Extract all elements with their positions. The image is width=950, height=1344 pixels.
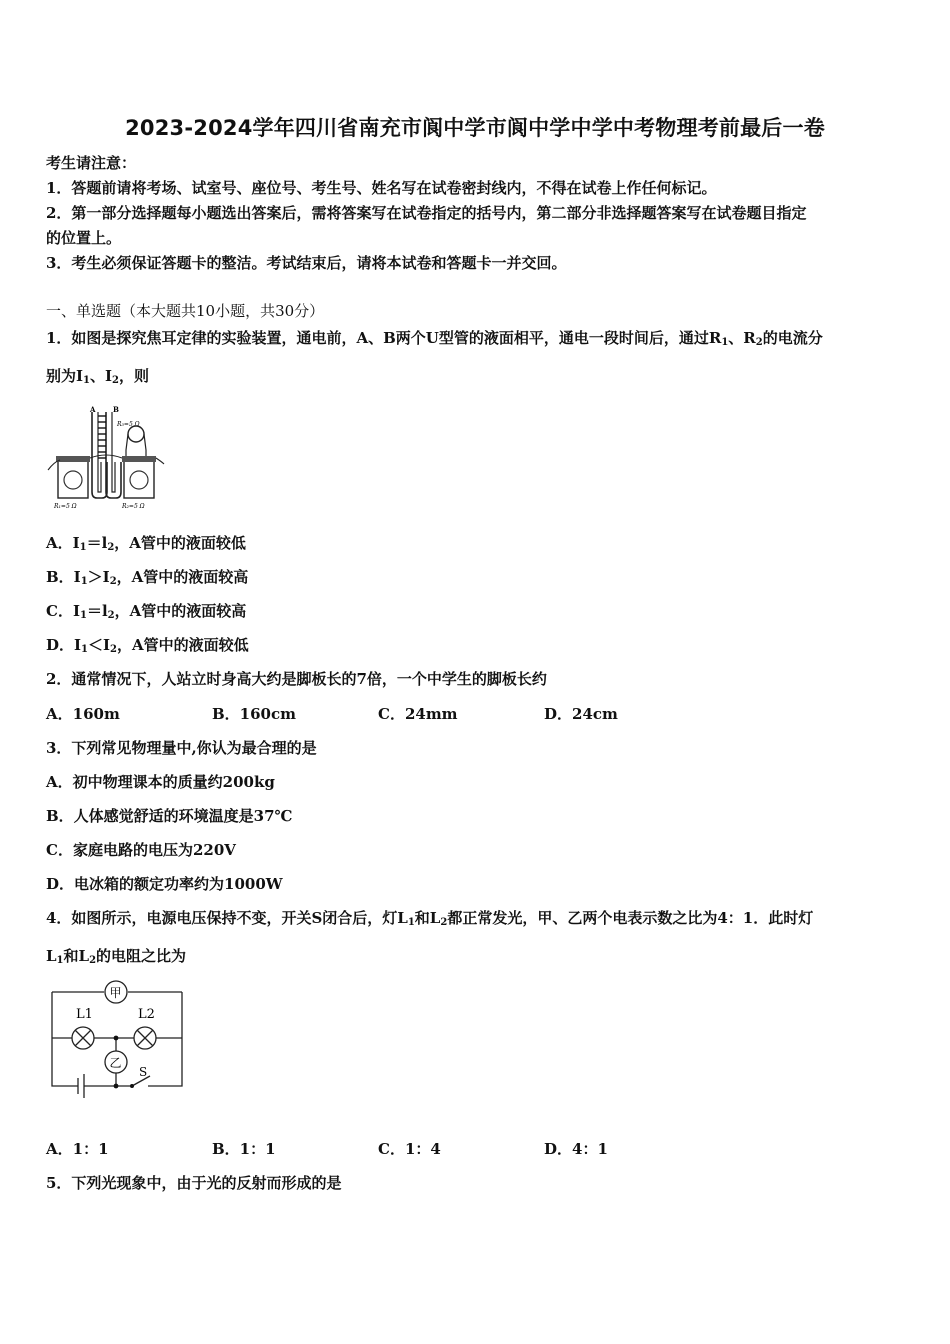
fig-label-r3: R₃=5 Ω xyxy=(117,421,140,428)
q4-option-d: D．4：1 xyxy=(544,1140,608,1158)
q3-option-a: A．初中物理课本的质量约200kg xyxy=(46,773,275,791)
notice-item-2: 2．第一部分选择题每小题选出答案后，需将答案写在试卷指定的括号内，第二部分非选择题答案写在试卷题目指定 xyxy=(46,204,807,222)
q3-option-b: B．人体感觉舒适的环境温度是37℃ xyxy=(46,807,293,825)
fig-label-a: A xyxy=(90,405,96,414)
q2-stem: 2．通常情况下，人站立时身高大约是脚板长的7倍，一个中学生的脚板长约 xyxy=(46,670,547,688)
notice-item-1: 1．答题前请将考场、试室号、座位号、考生号、姓名写在试卷密封线内，不得在试卷上作任何标记。 xyxy=(46,179,717,197)
q2-options xyxy=(46,703,710,724)
notice-heading: 考生请注意： xyxy=(46,154,137,172)
lamp-l2-label: L2 xyxy=(138,1007,155,1022)
q4-stem-line1: 4．如图所示，电源电压保持不变，开关S闭合后，灯$L_1$和$L_2$都正常发光，甲、乙两个电表示数之比为4：1．此时灯 xyxy=(46,909,814,928)
q2-option-d: D．24cm xyxy=(544,705,618,723)
q4-option-a: A．1：1 xyxy=(46,1140,109,1158)
q2-option-b: B．160cm xyxy=(212,705,296,723)
q5-stem: 5．下列光现象中，由于光的反射而形成的是 xyxy=(46,1174,342,1192)
meter-yi-label: 乙 xyxy=(109,1056,122,1070)
fig-label-r1: R₁=5 Ω xyxy=(54,503,77,510)
fig-label-b: B xyxy=(113,405,119,414)
q4-option-c: C．1：4 xyxy=(378,1140,441,1158)
meter-jia-label: 甲 xyxy=(109,986,122,1000)
switch-s-label: S xyxy=(139,1065,148,1079)
section-heading: 一、单选题（本大题共10小题，共30分） xyxy=(46,302,325,320)
q1-option-c: C．$I_1=l_2$，A管中的液面较高 xyxy=(46,602,247,621)
q2-option-c: C．24mm xyxy=(378,705,458,723)
q1-option-a: A．$I_1=l_2$，A管中的液面较低 xyxy=(46,534,246,553)
fig-label-r2: R₂=5 Ω xyxy=(122,503,145,510)
q3-option-c: C．家庭电路的电压为220V xyxy=(46,841,236,859)
joule-law-apparatus-figure xyxy=(46,400,166,512)
q1-stem-line2: 别为$I_1$、$I_2$，则 xyxy=(46,367,150,386)
page-title: 2023-2024学年四川省南充市阆中学市阆中学中学中考物理考前最后一卷 xyxy=(125,116,825,140)
lamp-l1-label: L1 xyxy=(76,1007,93,1022)
q4-options xyxy=(46,1138,710,1159)
notice-item-2-cont: 的位置上。 xyxy=(46,229,122,247)
q2-option-a: A．160m xyxy=(46,705,120,723)
q1-option-b: B．$I_1>I_2$，A管中的液面较高 xyxy=(46,568,249,587)
q4-stem-line2: $L_1$和$L_2$的电阻之比为 xyxy=(46,947,187,966)
circuit-diagram-figure xyxy=(46,978,188,1108)
notice-item-3: 3．考生必须保证答题卡的整洁。考试结束后，请将本试卷和答题卡一并交回。 xyxy=(46,254,567,272)
q3-option-d: D．电冰箱的额定功率约为1000W xyxy=(46,875,283,893)
q3-stem: 3．下列常见物理量中,你认为最合理的是 xyxy=(46,739,317,757)
q4-option-b: B．1：1 xyxy=(212,1140,276,1158)
q1-stem-line1: 1．如图是探究焦耳定律的实验装置，通电前，A、B两个U型管的液面相平，通电一段时间后，通过$R_1$、$R_2$的电流分 xyxy=(46,329,823,348)
q1-option-d: D．$I_1<I_2$，A管中的液面较低 xyxy=(46,636,249,655)
